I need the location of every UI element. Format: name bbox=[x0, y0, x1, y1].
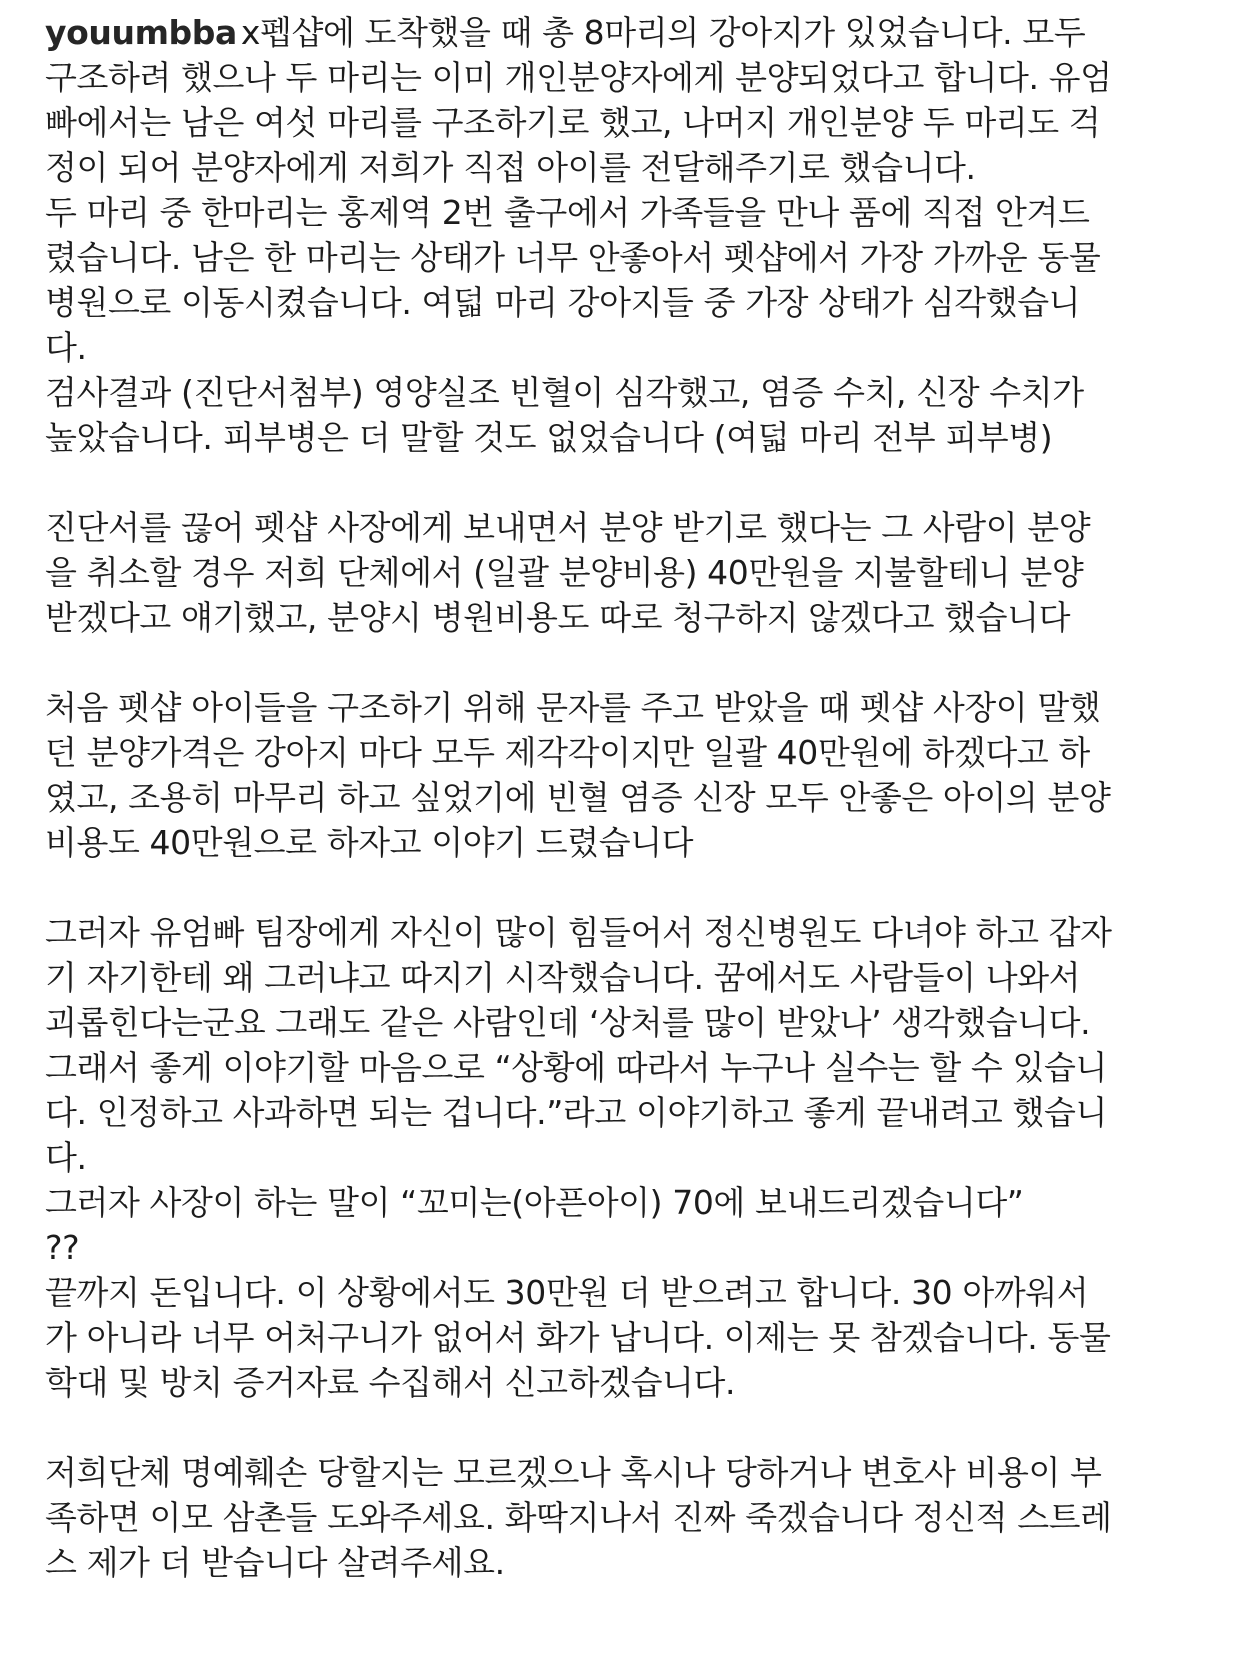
caption-text: 기 자기한테 왜 그러냐고 따지기 시작했습니다. 꿈에서도 사람들이 나와서 bbox=[45, 958, 1081, 997]
caption-line bbox=[45, 1540, 1205, 1585]
caption-line bbox=[45, 775, 1205, 820]
caption-text: 가 아니라 너무 어처구니가 없어서 화가 납니다. 이제는 못 참겠습니다. 동물 bbox=[45, 1318, 1111, 1357]
caption-line bbox=[45, 550, 1205, 595]
caption-text: ?? bbox=[45, 1228, 80, 1267]
caption-text: 다. 인정하고 사과하면 되는 겁니다.”라고 이야기하고 좋게 끝내려고 했습니 bbox=[45, 1093, 1107, 1132]
caption-text: 처음 펫샵 아이들을 구조하기 위해 문자를 주고 받았을 때 펫샵 사장이 말했 bbox=[45, 688, 1101, 727]
username-link[interactable]: youumbba bbox=[45, 13, 237, 52]
caption-text: 병원으로 이동시켰습니다. 여덟 마리 강아지들 중 가장 상태가 심각했습니 bbox=[45, 283, 1081, 322]
caption-text: 다. bbox=[45, 1138, 87, 1177]
caption-line bbox=[45, 145, 1205, 190]
caption-line bbox=[45, 1180, 1205, 1225]
caption-text: 비용도 40만원으로 하자고 이야기 드렸습니다 bbox=[45, 823, 694, 862]
caption-text: 높았습니다. 피부병은 더 말할 것도 없었습니다 (여덟 마리 전부 피부병) bbox=[45, 418, 1053, 457]
caption-text: 빠에서는 남은 여섯 마리를 구조하기로 했고, 나머지 개인분양 두 마리도 걱 bbox=[45, 103, 1101, 142]
caption-text: 검사결과 (진단서첨부) 영양실조 빈혈이 심각했고, 염증 수치, 신장 수치가 bbox=[45, 373, 1084, 412]
caption-line bbox=[45, 1360, 1205, 1405]
caption-text: 그러자 사장이 하는 말이 “꼬미는(아픈아이) 70에 보내드리겠습니다” bbox=[45, 1183, 1024, 1222]
paragraph-gap bbox=[45, 460, 1205, 505]
caption-text: 스 제가 더 받습니다 살려주세요. bbox=[45, 1543, 505, 1582]
caption-text: 였고, 조용히 마무리 하고 싶었기에 빈혈 염증 신장 모두 안좋은 아이의 분양 bbox=[45, 778, 1111, 817]
caption-text: 그러자 유엄빠 팀장에게 자신이 많이 힘들어서 정신병원도 다녀야 하고 갑자 bbox=[45, 913, 1112, 952]
caption-line bbox=[45, 595, 1205, 640]
caption-text: 진단서를 끊어 펫샵 사장에게 보내면서 분양 받기로 했다는 그 사람이 분양 bbox=[45, 508, 1091, 547]
caption-line bbox=[45, 1495, 1205, 1540]
caption-line bbox=[45, 235, 1205, 280]
caption-line bbox=[45, 100, 1205, 145]
caption-line bbox=[45, 10, 1205, 55]
caption-line bbox=[45, 1225, 1205, 1270]
paragraph-gap bbox=[45, 1405, 1205, 1450]
post-caption bbox=[45, 10, 1205, 1585]
caption-line bbox=[45, 1135, 1205, 1180]
caption-line bbox=[45, 505, 1205, 550]
caption-text: 괴롭힌다는군요 그래도 같은 사람인데 ‘상처를 많이 받았나’ 생각했습니다. bbox=[45, 1003, 1091, 1042]
caption-line bbox=[45, 1000, 1205, 1045]
caption-text: 렸습니다. 남은 한 마리는 상태가 너무 안좋아서 펫샵에서 가장 가까운 동물 bbox=[45, 238, 1101, 277]
caption-text: 을 취소할 경우 저희 단체에서 (일괄 분양비용) 40만원을 지불할테니 분양 bbox=[45, 553, 1084, 592]
caption-text: 정이 되어 분양자에게 저희가 직접 아이를 전달해주기로 했습니다. bbox=[45, 148, 976, 187]
caption-line bbox=[45, 1045, 1205, 1090]
caption-text: 그래서 좋게 이야기할 마음으로 “상황에 따라서 누구나 실수는 할 수 있습니 bbox=[45, 1048, 1107, 1087]
caption-line bbox=[45, 325, 1205, 370]
caption-line bbox=[45, 370, 1205, 415]
caption-text: 끝까지 돈입니다. 이 상황에서도 30만원 더 받으려고 합니다. 30 아까워서 bbox=[45, 1273, 1089, 1312]
caption-text: x펩샵에 도착했을 때 총 8마리의 강아지가 있었습니다. 모두 bbox=[240, 13, 1086, 52]
caption-text: 다. bbox=[45, 328, 87, 367]
caption-line bbox=[45, 1450, 1205, 1495]
caption-line bbox=[45, 685, 1205, 730]
caption-line bbox=[45, 1270, 1205, 1315]
caption-text: 두 마리 중 한마리는 홍제역 2번 출구에서 가족들을 만나 품에 직접 안겨드 bbox=[45, 193, 1090, 232]
caption-text: 받겠다고 얘기했고, 분양시 병원비용도 따로 청구하지 않겠다고 했습니다 bbox=[45, 598, 1071, 637]
caption-text: 족하면 이모 삼촌들 도와주세요. 화딱지나서 진짜 죽겠습니다 정신적 스트레 bbox=[45, 1498, 1112, 1537]
caption-text: 학대 및 방치 증거자료 수집해서 신고하겠습니다. bbox=[45, 1363, 736, 1402]
caption-text: 구조하려 했으나 두 마리는 이미 개인분양자에게 분양되었다고 합니다. 유엄 bbox=[45, 58, 1112, 97]
caption-line bbox=[45, 1090, 1205, 1135]
caption-text: 저희단체 명예훼손 당할지는 모르겠으나 혹시나 당하거나 변호사 비용이 부 bbox=[45, 1453, 1102, 1492]
paragraph-gap bbox=[45, 640, 1205, 685]
caption-line bbox=[45, 280, 1205, 325]
caption-text: 던 분양가격은 강아지 마다 모두 제각각이지만 일괄 40만원에 하겠다고 하 bbox=[45, 733, 1090, 772]
caption-line bbox=[45, 955, 1205, 1000]
caption-line bbox=[45, 190, 1205, 235]
caption-line bbox=[45, 910, 1205, 955]
caption-line bbox=[45, 1315, 1205, 1360]
caption-line bbox=[45, 55, 1205, 100]
caption-line bbox=[45, 415, 1205, 460]
caption-line bbox=[45, 820, 1205, 865]
paragraph-gap bbox=[45, 865, 1205, 910]
caption-line bbox=[45, 730, 1205, 775]
